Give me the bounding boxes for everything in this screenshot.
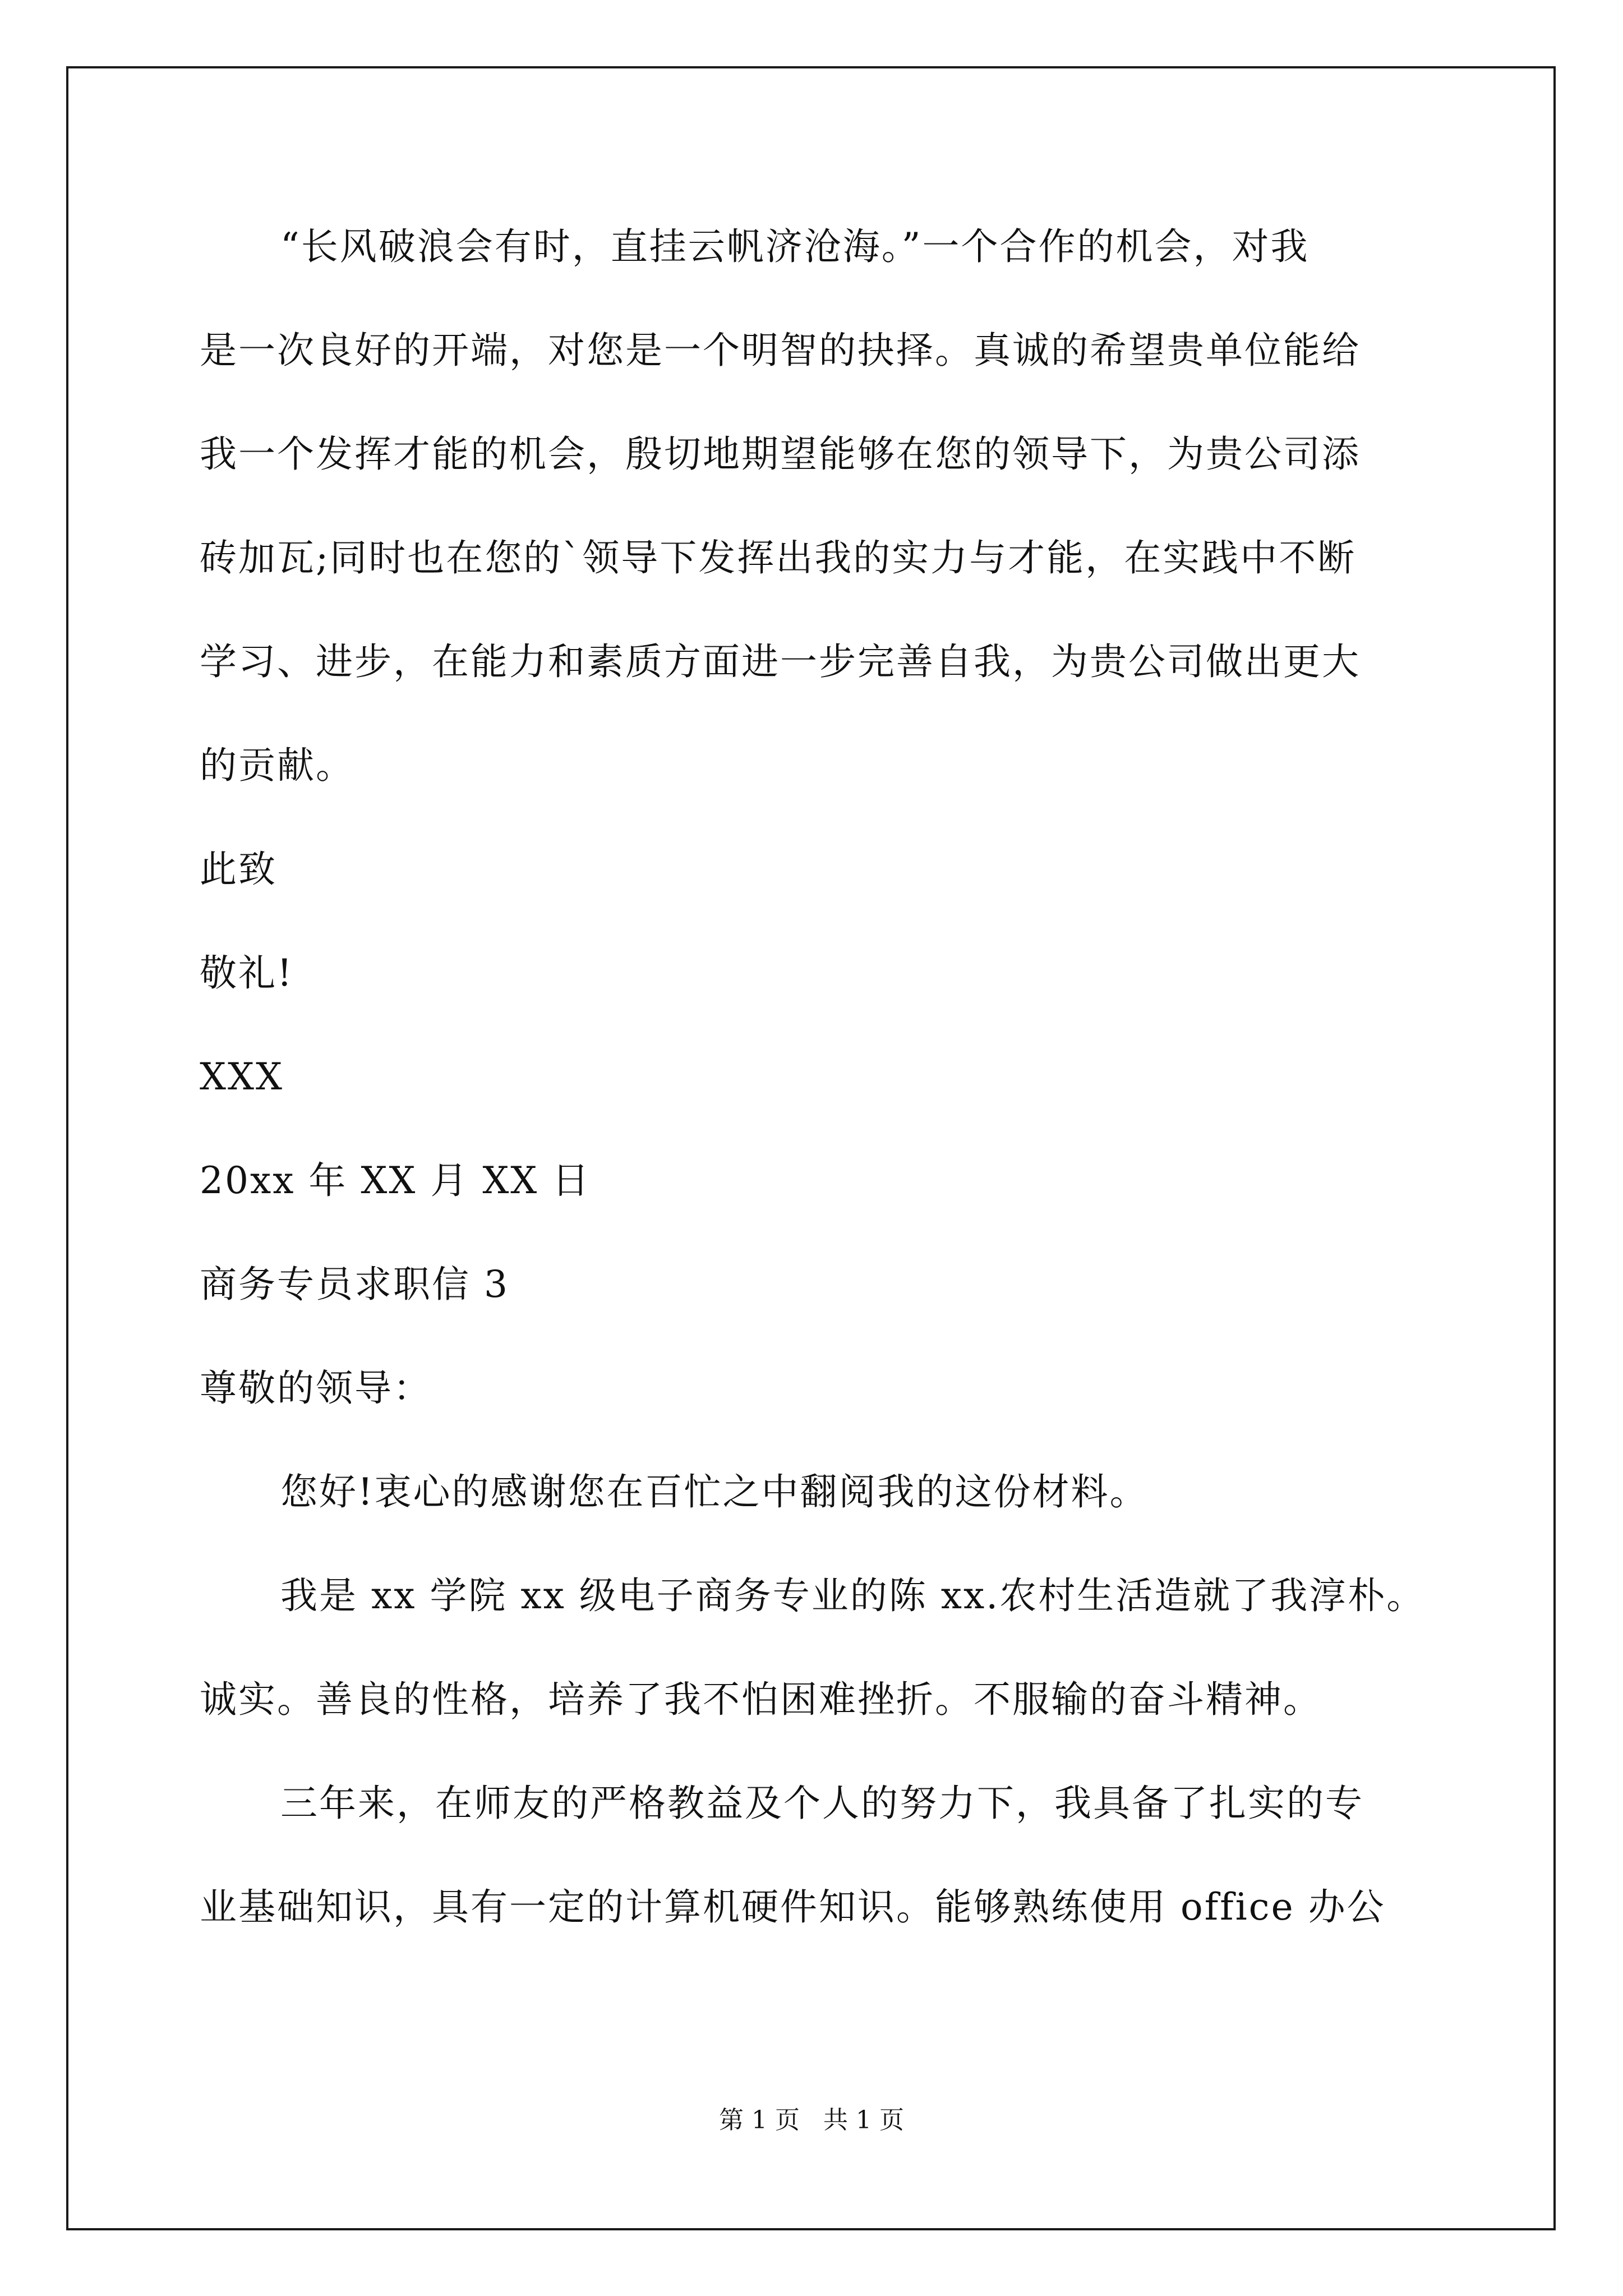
body-line: 三年来，在师友的严格教益及个人的努力下，我具备了扎实的专 — [280, 1782, 1364, 1825]
greeting-line: 尊敬的领导： — [200, 1366, 432, 1410]
salutation-line: 敬礼! — [200, 951, 294, 995]
body-line: 业基础知识，具有一定的计算机硬件知识。能够熟练使用 office 办公 — [200, 1885, 1386, 1929]
body-line: 是一次良好的开端，对您是一个明智的抉择。真诚的希望贵单位能给 — [200, 329, 1361, 372]
signature-date: 20xx 年 XX 月 XX 日 — [200, 1159, 591, 1202]
signature-name: XXX — [200, 1055, 284, 1098]
body-line: 砖加瓦;同时也在您的`领导下发挥出我的实力与才能，在实践中不断 — [200, 536, 1357, 579]
section-title: 商务专员求职信 3 — [200, 1263, 509, 1306]
body-line: 的贡献。 — [200, 744, 354, 787]
page-number-footer: 第 1 页 共 1 页 — [719, 2106, 904, 2134]
body-line: “长风破浪会有时，直挂云帆济沧海。”一个合作的机会，对我 — [280, 225, 1310, 268]
closing-line: 此致 — [200, 848, 277, 891]
body-line: 您好!衷心的感谢您在百忙之中翻阅我的这份材料。 — [280, 1470, 1149, 1513]
body-line: 诚实。善良的性格，培养了我不怕困难挫折。不服输的奋斗精神。 — [200, 1678, 1322, 1721]
body-line: 我一个发挥才能的机会，殷切地期望能够在您的领导下，为贵公司添 — [200, 432, 1361, 476]
body-line: 学习、进步，在能力和素质方面进一步完善自我，为贵公司做出更大 — [200, 640, 1361, 683]
body-line: 我是 xx 学院 xx 级电子商务专业的陈 xx.农村生活造就了我淳朴。 — [280, 1574, 1426, 1617]
